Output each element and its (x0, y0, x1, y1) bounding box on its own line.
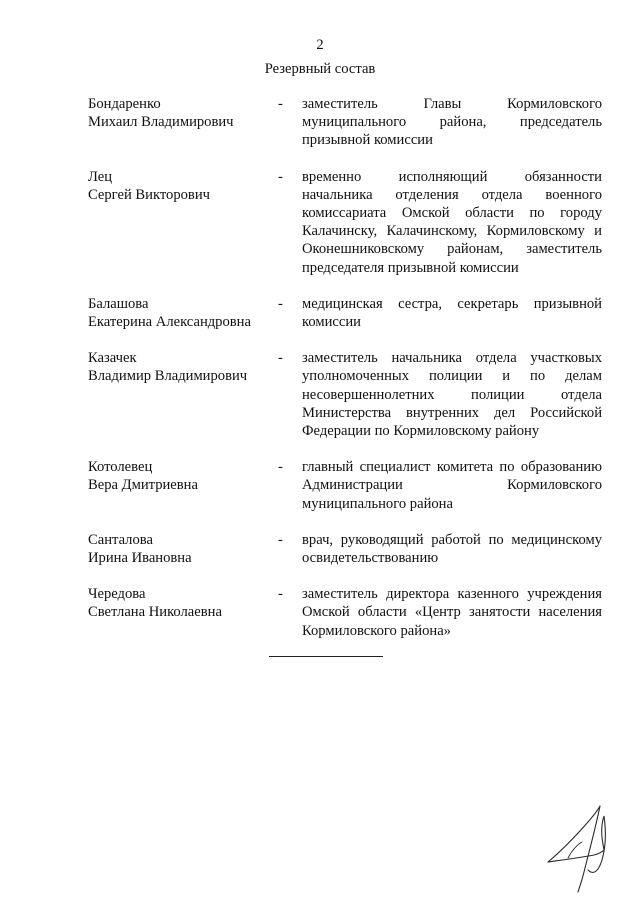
member-surname: Санталова (88, 531, 153, 548)
member-position: медицинская сестра, секретарь призывной комиссии (302, 295, 602, 331)
member-surname: Казачек (88, 350, 137, 367)
member-given-name: Вера Дмитриевна (88, 477, 198, 494)
dash-separator: - (278, 350, 283, 367)
member-entry (88, 295, 602, 331)
member-position: временно исполняющий обязанности начальника отделения отдела военного комиссариата Омской области по городу Калачинску, Калачинскому, Кормиловскому и Оконешниковскому районам, заместитель председателя призывной комиссии (302, 168, 602, 276)
member-position: врач, руководящий работой по медицинскому освидетельствованию (302, 531, 602, 567)
member-name (88, 531, 278, 567)
member-name (88, 168, 278, 204)
section-title: Резервный состав (264, 61, 376, 77)
member-given-name: Светлана Николаевна (88, 604, 222, 621)
member-given-name: Михаил Владимирович (88, 114, 234, 131)
member-given-name: Владимир Владимирович (88, 368, 248, 385)
member-name (88, 349, 278, 385)
member-surname: Чередова (88, 586, 146, 603)
member-entry (88, 585, 602, 640)
member-entry (88, 95, 602, 150)
member-surname: Балашова (88, 295, 149, 312)
closing-divider (269, 656, 383, 657)
member-position: главный специалист комитета по образованию Администрации Кормиловского муниципального района (302, 459, 602, 512)
member-given-name: Екатерина Александровна (88, 314, 251, 331)
member-entry (88, 458, 602, 513)
dash-separator: - (278, 295, 283, 312)
member-name (88, 295, 278, 331)
member-given-name: Сергей Викторович (88, 186, 210, 203)
member-position: заместитель Главы Кормиловского муниципального района, председатель призывной комиссии (302, 96, 602, 149)
dash-separator: - (278, 459, 283, 476)
dash-separator: - (278, 531, 283, 548)
member-name (88, 95, 278, 131)
handwritten-signature (538, 800, 618, 895)
dash-separator: - (278, 586, 283, 603)
member-surname: Лец (88, 168, 113, 185)
member-name (88, 585, 278, 621)
member-surname: Бондаренко (88, 96, 161, 112)
member-entry (88, 349, 602, 440)
member-entry (88, 168, 602, 277)
member-entry (88, 531, 602, 567)
member-given-name: Ирина Ивановна (88, 550, 192, 567)
member-position: заместитель начальника отдела участковых уполномоченных полиции и по делам несовершеннолетних полиции отдела Министерства внутренних дел Российской Федерации по Кормиловскому району (302, 350, 602, 440)
member-surname: Котолевец (88, 459, 153, 476)
dash-separator: - (278, 168, 283, 185)
page-number: 2 (316, 37, 324, 53)
member-list (88, 95, 602, 640)
member-position: заместитель директора казенного учреждения Омской области «Центр занятости населения Кормиловского района» (302, 586, 602, 639)
dash-separator: - (278, 96, 283, 112)
member-name (88, 458, 278, 494)
